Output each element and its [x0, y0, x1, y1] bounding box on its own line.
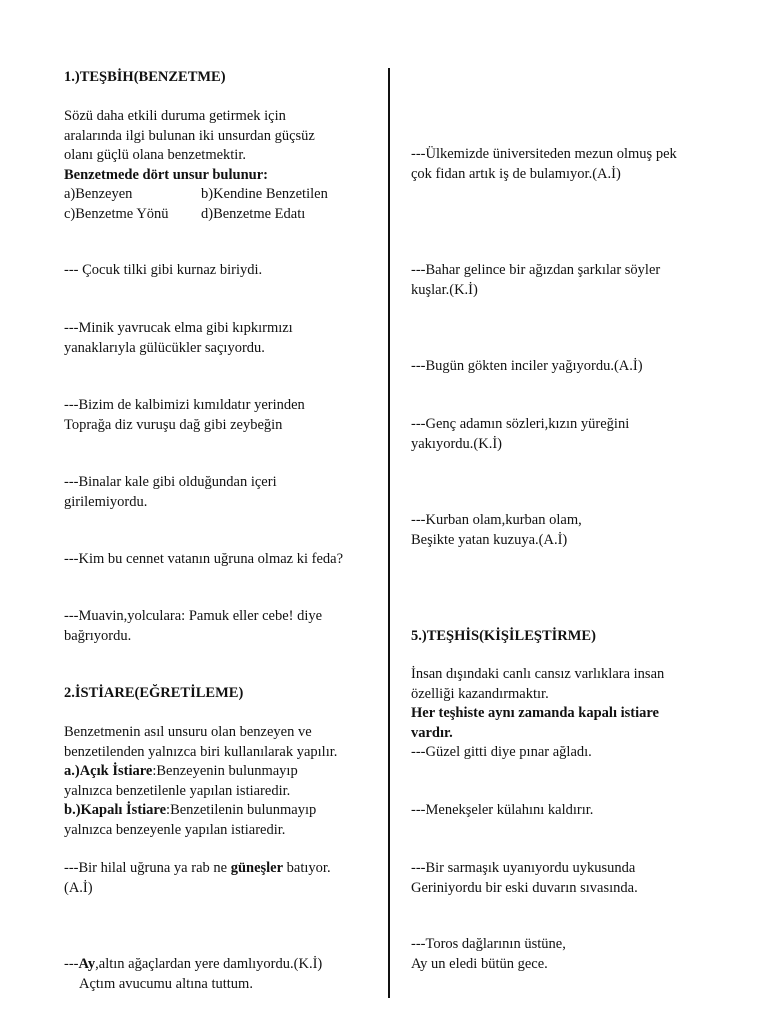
- right-example-2: ---Bahar gelince bir ağızdan şarkılar söyler kuşlar.(K.İ): [411, 262, 661, 298]
- column-divider: [388, 68, 390, 998]
- example-6: ---Muavin,yolculara: Pamuk eller cebe! diye bağrıyordu.: [64, 608, 323, 644]
- section-5-title: 5.)TEŞHİS(KİŞİLEŞTİRME): [411, 628, 596, 644]
- right-example-7: ---Menekşeler külahını kaldırır.: [411, 802, 594, 818]
- example-5: ---Kim bu cennet vatanın uğruna olmaz ki feda?: [64, 551, 344, 567]
- section-2-title: 2.İSTİARE(EĞRETİLEME): [64, 685, 244, 701]
- open-metaphor-label: a.)Açık İstiare: [64, 763, 153, 779]
- section-1-bold-line: Benzetmede dört unsur bulunur:: [64, 166, 268, 183]
- example-3: ---Bizim de kalbimizi kımıldatır yerinden Toprağa diz vuruşu dağ gibi zeybeğin: [64, 397, 305, 433]
- right-example-8: ---Bir sarmaşık uyanıyordu uykusunda Geriniyordu bir eski duvarın sıvasında.: [411, 860, 638, 896]
- section-1-definition: Sözü daha etkili duruma getirmek için aralarında ilgi bulunan iki unsurdan güçsüz olanı güçlü olana benzetmektir. Benzetmede dört unsur bulunur: a)Benzeyen b)Kendine Benzetilen c)Benzetme Yönü d)Benzetme Edatı: [64, 107, 376, 224]
- example-2: ---Minik yavrucak elma gibi kıpkırmızı yanaklarıyla gülücükler saçıyordu.: [64, 320, 293, 356]
- section-1-title: 1.)TEŞBİH(BENZETME): [64, 69, 226, 85]
- elements-row-1: a)Benzeyen b)Kendine Benzetilen: [64, 186, 328, 202]
- closed-metaphor-label: b.)Kapalı İstiare: [64, 802, 167, 818]
- section-2-definition: Benzetmenin asıl unsuru olan benzeyen ve benzetilenden yalnızca biri kullanılarak yapılır. a.)Açık İstiare:Benzeyenin bulunmayıp yalnızca benzetilenle yapılan istiaredir. b.)Kapalı İstiare:Benzetilenin bulunmayıp yalnızca benzeyenle yapılan istiaredir.: [64, 724, 338, 838]
- elements-row-2: c)Benzetme Yönü d)Benzetme Edatı: [64, 205, 306, 222]
- right-example-3: ---Bugün gökten inciler yağıyordu.(A.İ): [411, 358, 643, 374]
- section-5-definition: İnsan dışındaki canlı cansız varlıklara insan özelliği kazandırmaktır. Her teşhiste aynı zamanda kapalı istiare vardır. ---Güzel gitti diye pınar ağladı.: [411, 665, 711, 763]
- right-example-4: ---Genç adamın sözleri,kızın yüreğini yakıyordu.(K.İ): [411, 416, 630, 452]
- right-example-1: ---Ülkemizde üniversiteden mezun olmuş pek çok fidan artık iş de bulamıyor.(A.İ): [411, 146, 677, 182]
- right-example-9: ---Toros dağlarının üstüne, Ay un eledi bütün gece.: [411, 936, 566, 972]
- right-example-5: ---Kurban olam,kurban olam, Beşikte yatan kuzuya.(A.İ): [411, 512, 582, 548]
- right-example-6: ---Güzel gitti diye pınar ağladı.: [411, 744, 592, 760]
- example-4: ---Binalar kale gibi olduğundan içeri girilemiyordu.: [64, 474, 277, 510]
- example-7: ---Bir hilal uğruna ya rab ne güneşler batıyor. (A.İ): [64, 860, 331, 896]
- example-8: ---Ay,altın ağaçlardan yere damlıyordu.(K.İ) Açtım avucumu altına tuttum.: [64, 956, 323, 992]
- example-1: --- Çocuk tilki gibi kurnaz biriydi.: [64, 262, 263, 278]
